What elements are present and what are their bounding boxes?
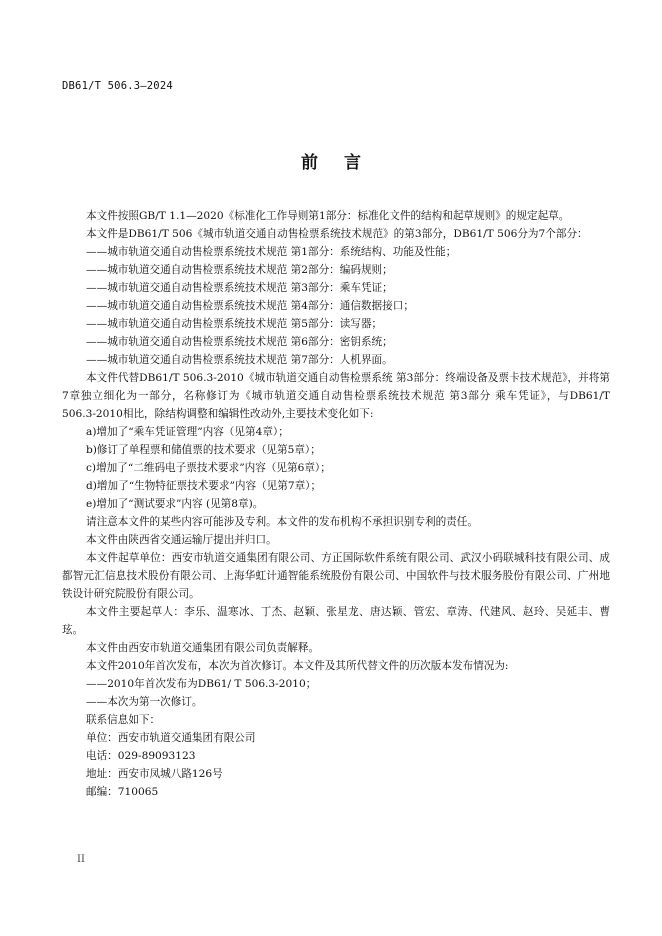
page-title: 前言 [301, 153, 387, 173]
paragraph: 本文件由陕西省交通运输厅提出并归口。 [86, 534, 277, 546]
list-item: d)增加了“生物特征票技术要求”内容（见第7章）； [86, 480, 322, 492]
list-item: ——城市轨道交通自动售检票系统技术规范 第5部分：读写器； [86, 318, 383, 330]
list-item: b)修订了单程票和储值票的技术要求（见第5章）； [86, 444, 321, 456]
paragraph: 本文件是DB61/T 506《城市轨道交通自动售检票系统技术规范》的第3部分，DB61/T 506分为7个部分： [86, 228, 588, 240]
contact-line: 邮编：710065 [86, 786, 159, 798]
paragraph: 本文件2010年首次发布，本次为首次修订。本文件及其所代替文件的历次版本发布情况为: [86, 660, 509, 672]
list-item: ——城市轨道交通自动售检票系统技术规范 第4部分：通信数据接口； [86, 300, 414, 312]
list-item: a)增加了“乘车凭证管理”内容（见第4章）； [86, 426, 289, 438]
list-item: ——城市轨道交通自动售检票系统技术规范 第1部分：系统结构、功能及性能； [86, 246, 457, 258]
list-item: ——城市轨道交通自动售检票系统技术规范 第7部分：人机界面。 [86, 354, 393, 366]
paragraph: 本文件起草单位：西安市轨道交通集团有限公司、方正国际软件系统有限公司、武汉小码联城科技有限公司、成都智元汇信息技术股份有限公司、上海华虹计通智能系统股份有限公司、中国软件与技术服务股份有限公司、广州地铁设计研究院股份有限公司。 [62, 552, 610, 600]
list-item: ——城市轨道交通自动售检票系统技术规范 第2部分：编码规则； [86, 264, 393, 276]
list-item: e)增加了“测试要求”内容 (见第8章)。 [86, 498, 264, 510]
list-item: ——本次为第一次修订。 [86, 696, 203, 708]
paragraph: 本文件代替DB61/T 506.3-2010《城市轨道交通自动售检票系统 第3部分：终端设备及票卡技术规范》，并将第7章独立细化为一部分，名称修订为《城市轨道交通自动售检票系统技术规范 第3部分 乘车凭证》，与DB61/T 506.3-2010相比，除结构调整和编辑性改动外,主要技术变化如下: [62, 372, 610, 420]
contact-line: 单位：西安市轨道交通集团有限公司 [86, 732, 256, 744]
page-number: II [77, 854, 85, 865]
document-code: DB61/T 506.3—2024 [62, 80, 173, 92]
list-item: ——城市轨道交通自动售检票系统技术规范 第3部分：乘车凭证； [86, 282, 393, 294]
paragraph: 本文件按照GB/T 1.1—2020《标准化工作导则第1部分：标准化文件的结构和起草规则》的规定起草。 [86, 210, 570, 222]
changes-list [62, 423, 610, 513]
paragraph: 本文件主要起草人：李乐、温寒冰、丁杰、赵颖、张星龙、唐达颖、管宏、章涛、代建风、赵玲、吴延丰、曹玹。 [62, 606, 610, 636]
contact-line: 电话：029-89093123 [86, 750, 196, 762]
parts-list [62, 243, 610, 369]
list-item: ——城市轨道交通自动售检票系统技术规范 第6部分：密钥系统； [86, 336, 393, 348]
list-item: ——2010年首次发布为DB61/ T 506.3-2010； [86, 678, 317, 690]
history-list [62, 675, 610, 711]
foreword-body [62, 207, 610, 801]
paragraph: 本文件由西安市轨道交通集团有限公司负责解释。 [86, 642, 320, 654]
contact-line: 联系信息如下： [86, 714, 161, 726]
contact-line: 地址：西安市凤城八路126号 [86, 768, 223, 780]
list-item: c)增加了“二维码电子票技术要求”内容（见第6章）； [86, 462, 331, 474]
paragraph: 请注意本文件的某些内容可能涉及专利。本文件的发布机构不承担识别专利的责任。 [86, 516, 478, 528]
contact-info [62, 711, 610, 801]
